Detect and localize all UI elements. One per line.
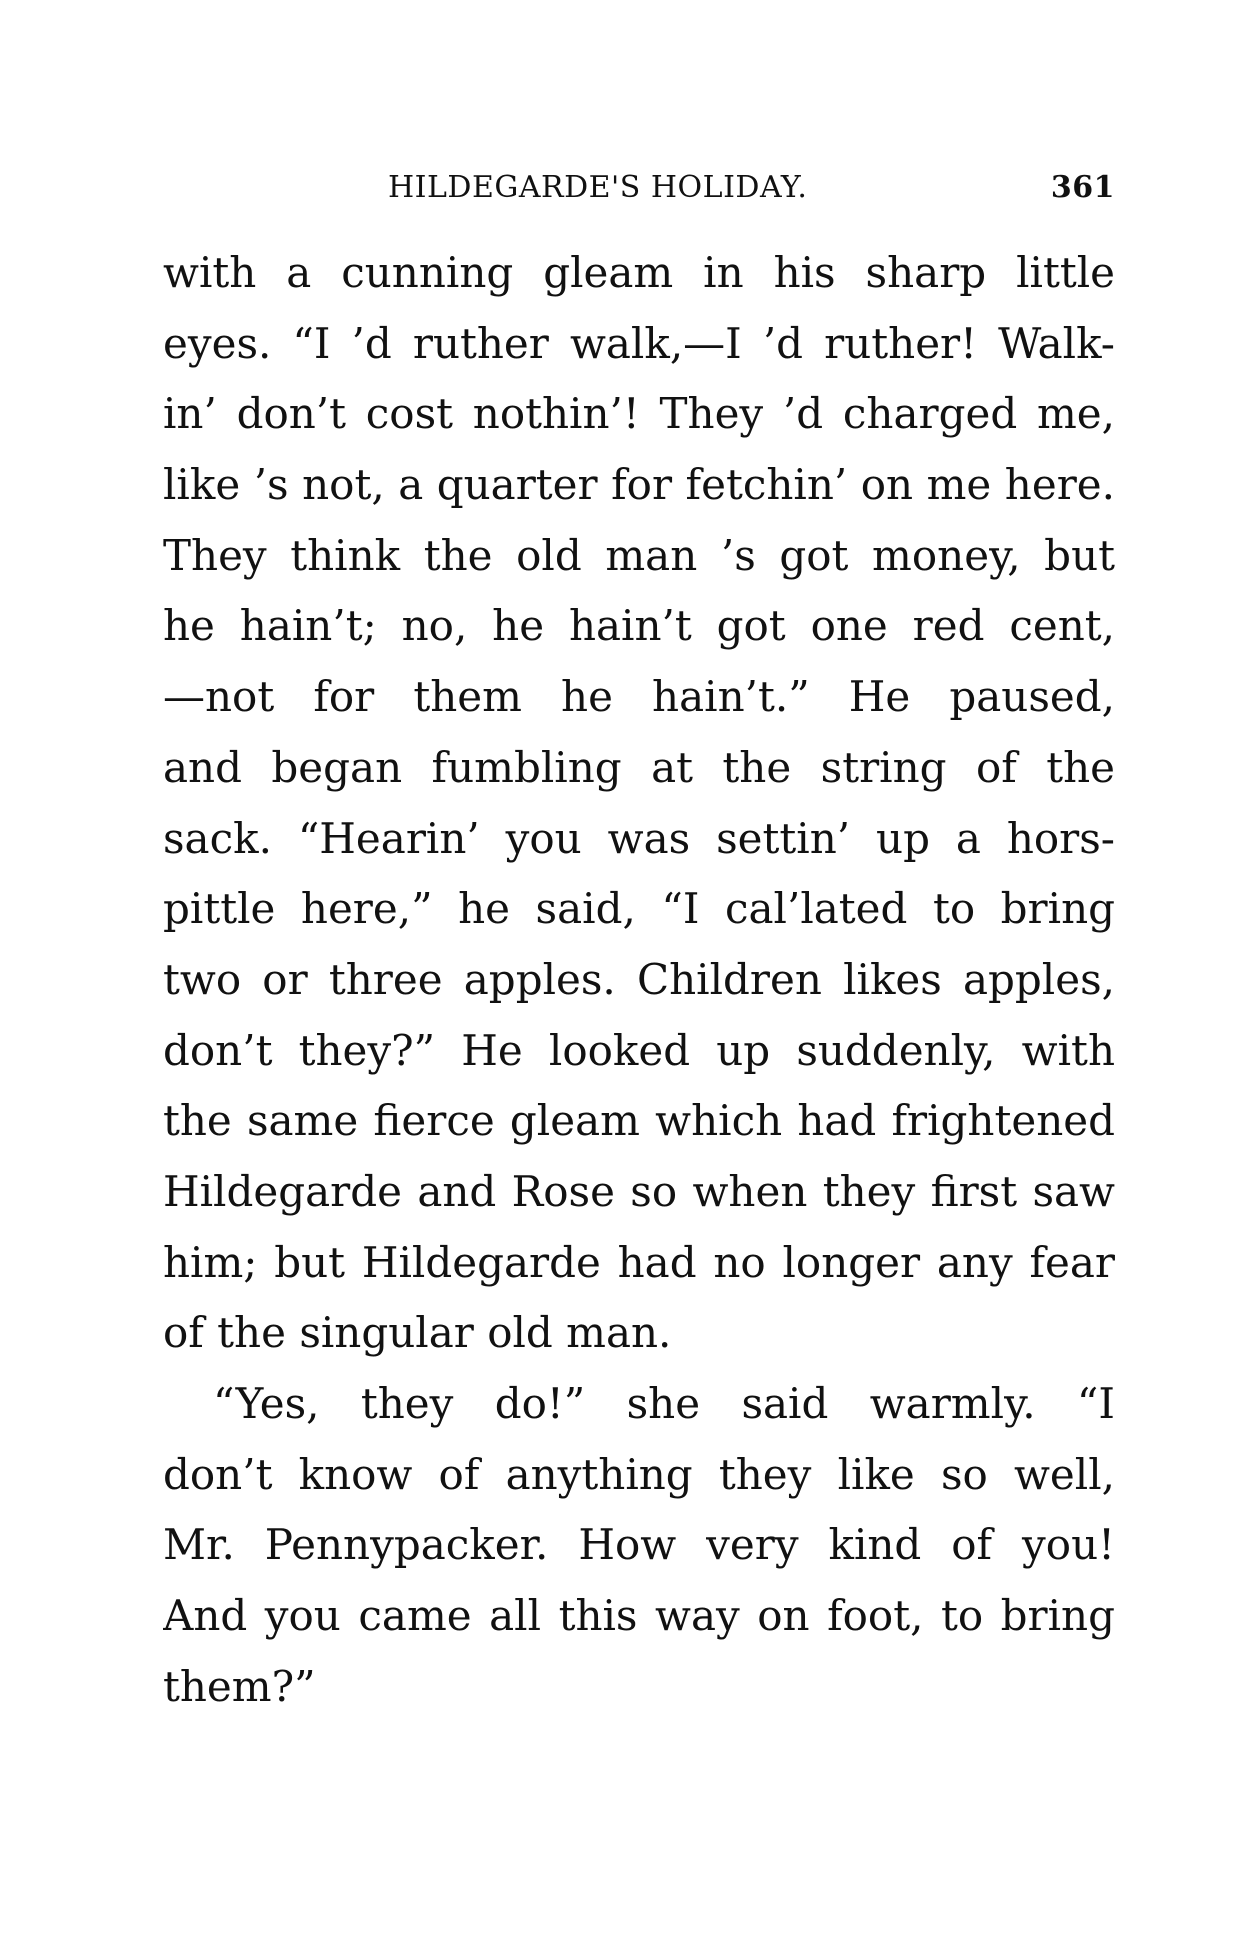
text-line: the same fierce gleam which had frightened [163, 1096, 1115, 1146]
page-number: 361 [1050, 170, 1115, 205]
text-line: don’t they?” He looked up suddenly, with [163, 1025, 1115, 1075]
text-line: of the singular old man. [163, 1308, 672, 1358]
text-line: and began fumbling at the string of the [163, 742, 1115, 792]
text-line: —not for them he hain’t.” He paused, [163, 672, 1115, 722]
text-line: them?” [163, 1661, 316, 1711]
text-line: like ’s not, a quarter for fetchin’ on me here. [163, 460, 1115, 510]
text-line: with a cunning gleam in his sharp little [163, 248, 1115, 297]
text-line: don’t know of anything they like so well, [163, 1449, 1115, 1499]
text-line: They think the old man ’s got money, but [163, 530, 1115, 580]
text-line: eyes. “I ’d ruther walk,—I ’d ruther! Walk- [163, 318, 1115, 368]
text-line: “Yes, they do!” she said warmly. “I [213, 1379, 1115, 1428]
text-line: two or three apples. Children likes apples, [163, 954, 1115, 1004]
text-line: he hain’t; no, he hain’t got one red cent, [163, 601, 1115, 651]
running-title: HILDEGARDE'S HOLIDAY. [388, 170, 808, 205]
text-line: him; but Hildegarde had no longer any fear [163, 1237, 1115, 1287]
text-line: in’ don’t cost nothin’! They ’d charged me, [163, 389, 1115, 439]
body-text [163, 238, 1115, 1722]
text-line: sack. “Hearin’ you was settin’ up a hors- [163, 813, 1115, 863]
text-line: pittle here,” he said, “I cal’lated to bring [163, 884, 1115, 934]
text-line: And you came all this way on foot, to bring [163, 1591, 1115, 1641]
text-line: Mr. Pennypacker. How very kind of you! [163, 1520, 1115, 1570]
running-head [163, 166, 1115, 210]
text-line: Hildegarde and Rose so when they first saw [163, 1166, 1115, 1216]
